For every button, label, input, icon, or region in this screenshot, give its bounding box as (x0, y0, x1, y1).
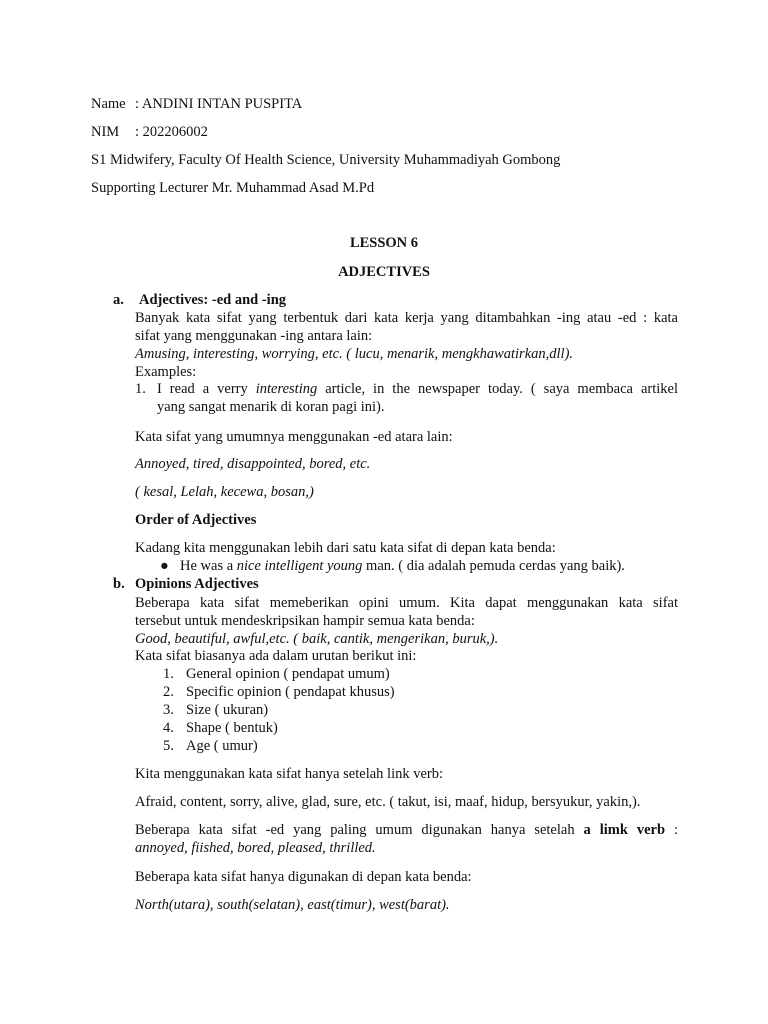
order-item-number: 1. (163, 666, 174, 682)
order-text: Kadang kita menggunakan lebih dari satu kata sifat di depan kata benda: (135, 540, 556, 556)
example-1-number: 1. (135, 381, 146, 397)
order-item-number: 4. (163, 720, 174, 736)
link-verb-intro: Kita menggunakan kata sifat hanya setelah link verb: (135, 766, 444, 782)
link-verb-examples: Afraid, content, sorry, alive, glad, sure, etc. ( takut, isi, maaf, hidup, bersyukur, yakin,). (135, 794, 641, 810)
order-intro: Kata sifat biasanya ada dalam urutan berikut ini: (135, 648, 417, 664)
example-1-italic: interesting (255, 381, 318, 397)
section-b-paragraph-line2: tersebut untuk mendeskripsikan hampir semua kata benda: (135, 613, 475, 629)
section-b-heading: Opinions Adjectives (135, 576, 259, 592)
lesson-topic: ADJECTIVES (338, 264, 430, 280)
ed-intro: Kata sifat yang umumnya menggunakan -ed atara lain: (135, 429, 453, 445)
ed-link-pre: Beberapa kata sifat -ed yang paling umum digunakan hanya setelah (135, 822, 584, 838)
bullet-italic: nice intelligent young (236, 558, 363, 574)
ed-translation: ( kesal, Lelah, kecewa, bosan,) (135, 484, 314, 500)
ing-examples: Amusing, interesting, worrying, etc. ( lucu, menarik, mengkhawatirkan,dll). (135, 346, 574, 362)
section-a-paragraph-line1: Banyak kata sifat yang terbentuk dari kata kerja yang ditambahkan -ing atau -ed : kata (135, 310, 678, 326)
bullet-pre: He was a (180, 558, 237, 574)
examples-label: Examples: (135, 364, 197, 380)
order-item-text: Age ( umur) (186, 738, 258, 754)
nim-value: : 202206002 (135, 124, 208, 140)
section-a-heading: Adjectives: -ed and -ing (139, 292, 287, 308)
order-item-text: General opinion ( pendapat umum) (186, 666, 390, 682)
ed-examples: Annoyed, tired, disappointed, bored, etc. (135, 456, 371, 472)
lesson-number: LESSON 6 (349, 235, 419, 251)
lecturer-line: Supporting Lecturer Mr. Muhammad Asad M.Pd (91, 180, 375, 196)
before-noun-intro: Beberapa kata sifat hanya digunakan di depan kata benda: (135, 869, 472, 885)
example-1-post: article, in the newspaper today. ( saya membaca artikel (317, 381, 678, 397)
example-1-line2: yang sangat menarik di koran pagi ini). (157, 399, 385, 415)
ed-link-examples: annoyed, fiished, bored, pleased, thrilled. (135, 840, 376, 856)
order-item-number: 3. (163, 702, 174, 718)
name-label: Name (91, 96, 126, 112)
section-a-marker: a. (113, 292, 124, 308)
section-a-paragraph-line2: sifat yang menggunakan -ing antara lain: (135, 328, 373, 344)
name-value: : ANDINI INTAN PUSPITA (135, 96, 303, 112)
section-b-paragraph-line1: Beberapa kata sifat memeberikan opini umum. Kita dapat menggunakan kata sifat (135, 595, 678, 611)
bullet-sentence (180, 557, 625, 575)
bullet-post: man. ( dia adalah pemuda cerdas yang baik). (362, 558, 625, 574)
order-item-text: Size ( ukuran) (186, 702, 269, 718)
nim-label: NIM (91, 124, 120, 140)
ed-link-verb-sentence (135, 821, 678, 839)
before-noun-examples: North(utara), south(selatan), east(timur), west(barat). (135, 897, 450, 913)
order-item-number: 2. (163, 684, 174, 700)
order-item-text: Specific opinion ( pendapat khusus) (186, 684, 395, 700)
example-1-pre: I read a verry (157, 381, 256, 397)
section-b-marker: b. (113, 576, 125, 592)
ed-link-post: : (665, 822, 678, 838)
order-heading: Order of Adjectives (135, 512, 257, 528)
bullet-dot: ● (160, 558, 169, 574)
opinion-examples: Good, beautiful, awful,etc. ( baik, cantik, mengerikan, buruk,). (135, 631, 499, 647)
faculty-line: S1 Midwifery, Faculty Of Health Science, University Muhammadiyah Gombong (91, 152, 561, 168)
order-item-number: 5. (163, 738, 174, 754)
ed-link-bold: a limk verb (583, 822, 666, 838)
order-item-text: Shape ( bentuk) (186, 720, 278, 736)
example-1-line1 (157, 380, 678, 398)
